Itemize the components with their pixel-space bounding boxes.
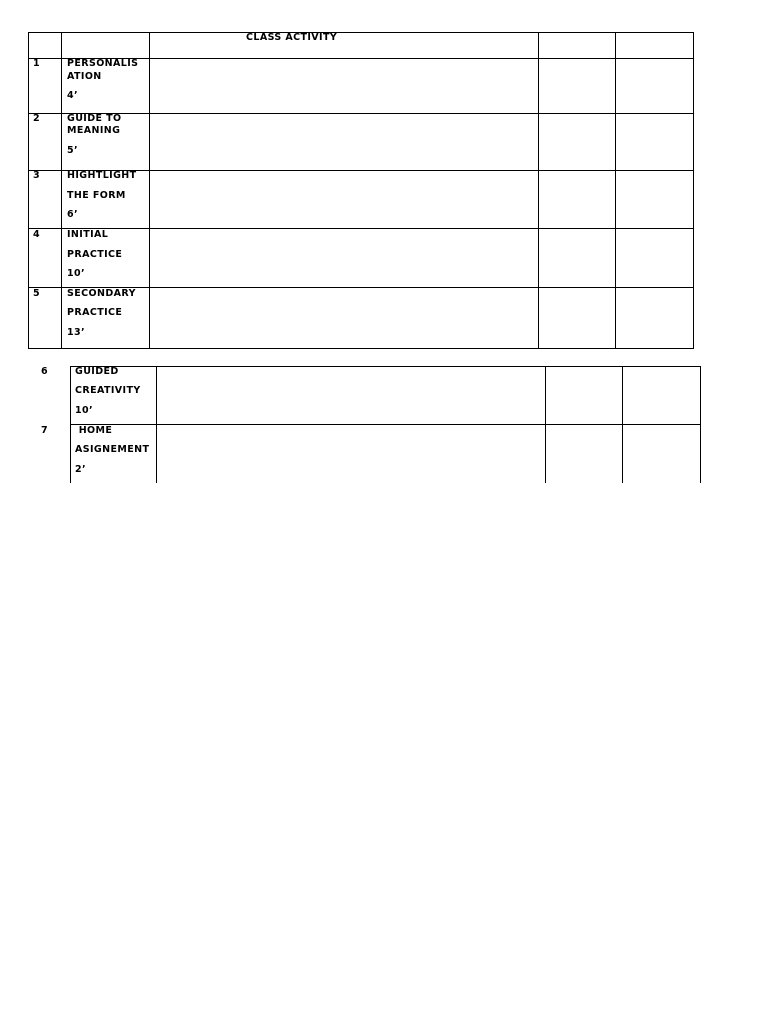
table-border — [700, 366, 701, 483]
activity-name: THE FORM — [67, 190, 126, 201]
activity-name: PRACTICE — [67, 307, 123, 318]
activity-duration: 2’ — [75, 464, 87, 475]
row-number: 5 — [33, 288, 41, 299]
activity-duration: 13’ — [67, 327, 86, 338]
table-border — [28, 32, 29, 349]
activity-name: MEANING — [67, 125, 121, 136]
table-border — [70, 366, 71, 483]
activity-name: INITIAL — [67, 229, 109, 240]
activity-duration: 10’ — [67, 268, 86, 279]
table-border — [156, 366, 157, 483]
table-border — [61, 32, 62, 349]
row-number: 4 — [33, 229, 41, 240]
table-border — [70, 424, 701, 425]
row-number: 1 — [33, 58, 41, 69]
table-border — [693, 32, 694, 349]
table-border — [28, 32, 694, 33]
activity-duration: 4’ — [67, 90, 79, 101]
row-number: 7 — [41, 425, 49, 436]
activity-name: GUIDE TO — [67, 113, 122, 124]
table-border — [622, 366, 623, 483]
table-border — [545, 366, 546, 483]
table-border — [538, 32, 539, 349]
activity-duration: 6’ — [67, 209, 79, 220]
activity-duration: 10’ — [75, 405, 94, 416]
table-border — [28, 348, 694, 349]
table-border — [28, 228, 694, 229]
activity-name: ASIGNEMENT — [75, 444, 150, 455]
table-border — [615, 32, 616, 349]
table-border — [28, 113, 694, 114]
activity-name: ATION — [67, 71, 102, 82]
row-number: 6 — [41, 366, 49, 377]
row-number: 3 — [33, 170, 41, 181]
table-header-class-activity: CLASS ACTIVITY — [246, 32, 338, 43]
activity-name: CREATIVITY — [75, 385, 141, 396]
table-border — [149, 32, 150, 349]
activity-name: HOME — [75, 425, 113, 436]
activity-name: GUIDED — [75, 366, 119, 377]
activity-name: PRACTICE — [67, 249, 123, 260]
row-number: 2 — [33, 113, 41, 124]
activity-name: SECONDARY — [67, 288, 136, 299]
activity-duration: 5’ — [67, 145, 79, 156]
activity-name: HIGHTLIGHT — [67, 170, 137, 181]
table-border — [70, 366, 701, 367]
activity-name: PERSONALIS — [67, 58, 139, 69]
